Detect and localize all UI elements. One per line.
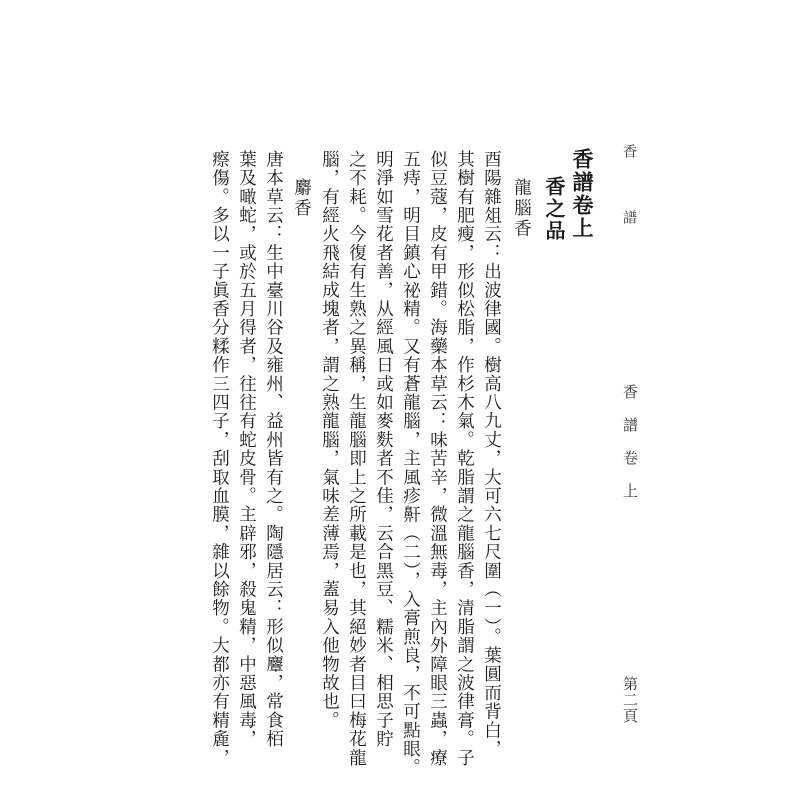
text-line (320, 150, 338, 730)
text-line (347, 150, 365, 767)
entry-heading-text: 龍腦香 (511, 178, 532, 240)
text-line-text: 之不耗。今復有生熟之異稱，生龍腦即上之所載是也，其絕妙者目曰梅花龍 (346, 150, 367, 768)
text-line-text: 瘵傷。多以一子眞香分糅作三四子，刮取血膜，雜以餘物。大都亦有精麁， (209, 150, 230, 768)
running-title (622, 384, 637, 516)
text-line (237, 150, 255, 748)
text-line (455, 150, 473, 767)
text-line-text: 唐本草云：生中臺川谷及雍州、益州皆有之。陶隱居云：形似麞，常食栢 (263, 150, 284, 749)
text-line-text: 腦，有經火飛結成塊者，謂之熟龍腦，氣味差薄焉，蓋易入他物故也。 (319, 150, 340, 730)
text-line (428, 150, 446, 767)
running-title-text: 香譜卷上 (621, 384, 639, 516)
text-line (264, 150, 282, 748)
entry-heading (292, 178, 310, 219)
text-line-text: 似豆蔻，皮有甲錯。海藥本草云：味苦辛，微溫無毒，主內外障眼三蟲，療 (427, 150, 448, 768)
text-line-text: 明淨如雪花者善，从經風日或如麥麩者不佳，云合黑豆、糯米、相思子貯 (373, 150, 394, 749)
left-running-head (622, 144, 636, 242)
text-line (374, 150, 392, 748)
text-line-text: 其樹有肥瘦，形似松脂，作杉木氣。乾脂謂之龍腦香，清脂謂之波律膏。子 (454, 150, 475, 768)
page-number-text: 第二頁 (621, 676, 639, 724)
text-line-text: 五痔，明目鎮心祕精。又有蒼龍腦，主風疹鼾（二），入膏煎良，不可點眼。 (400, 150, 421, 778)
chapter-title-text: 香譜卷上 (570, 148, 595, 240)
left-running-head-text: 香 譜 (621, 144, 637, 242)
text-line (210, 150, 228, 767)
entry-heading-text: 麝香 (291, 178, 312, 219)
chapter-title (572, 148, 593, 240)
text-line-text: 酉陽雜俎云：出波律國。樹高八九丈，大可六七尺圍（一）。葉圓而背白， (481, 150, 502, 759)
section-title-text: 香之品 (542, 176, 566, 242)
entry-heading (512, 178, 530, 240)
text-line (401, 150, 419, 777)
section-title (544, 176, 564, 242)
page-number (622, 676, 637, 724)
text-line (482, 150, 500, 758)
text-line-text: 葉及噉蛇，或於五月得者，往往有蛇皮骨。主辟邪，殺鬼精，中惡風毒， (236, 150, 257, 749)
